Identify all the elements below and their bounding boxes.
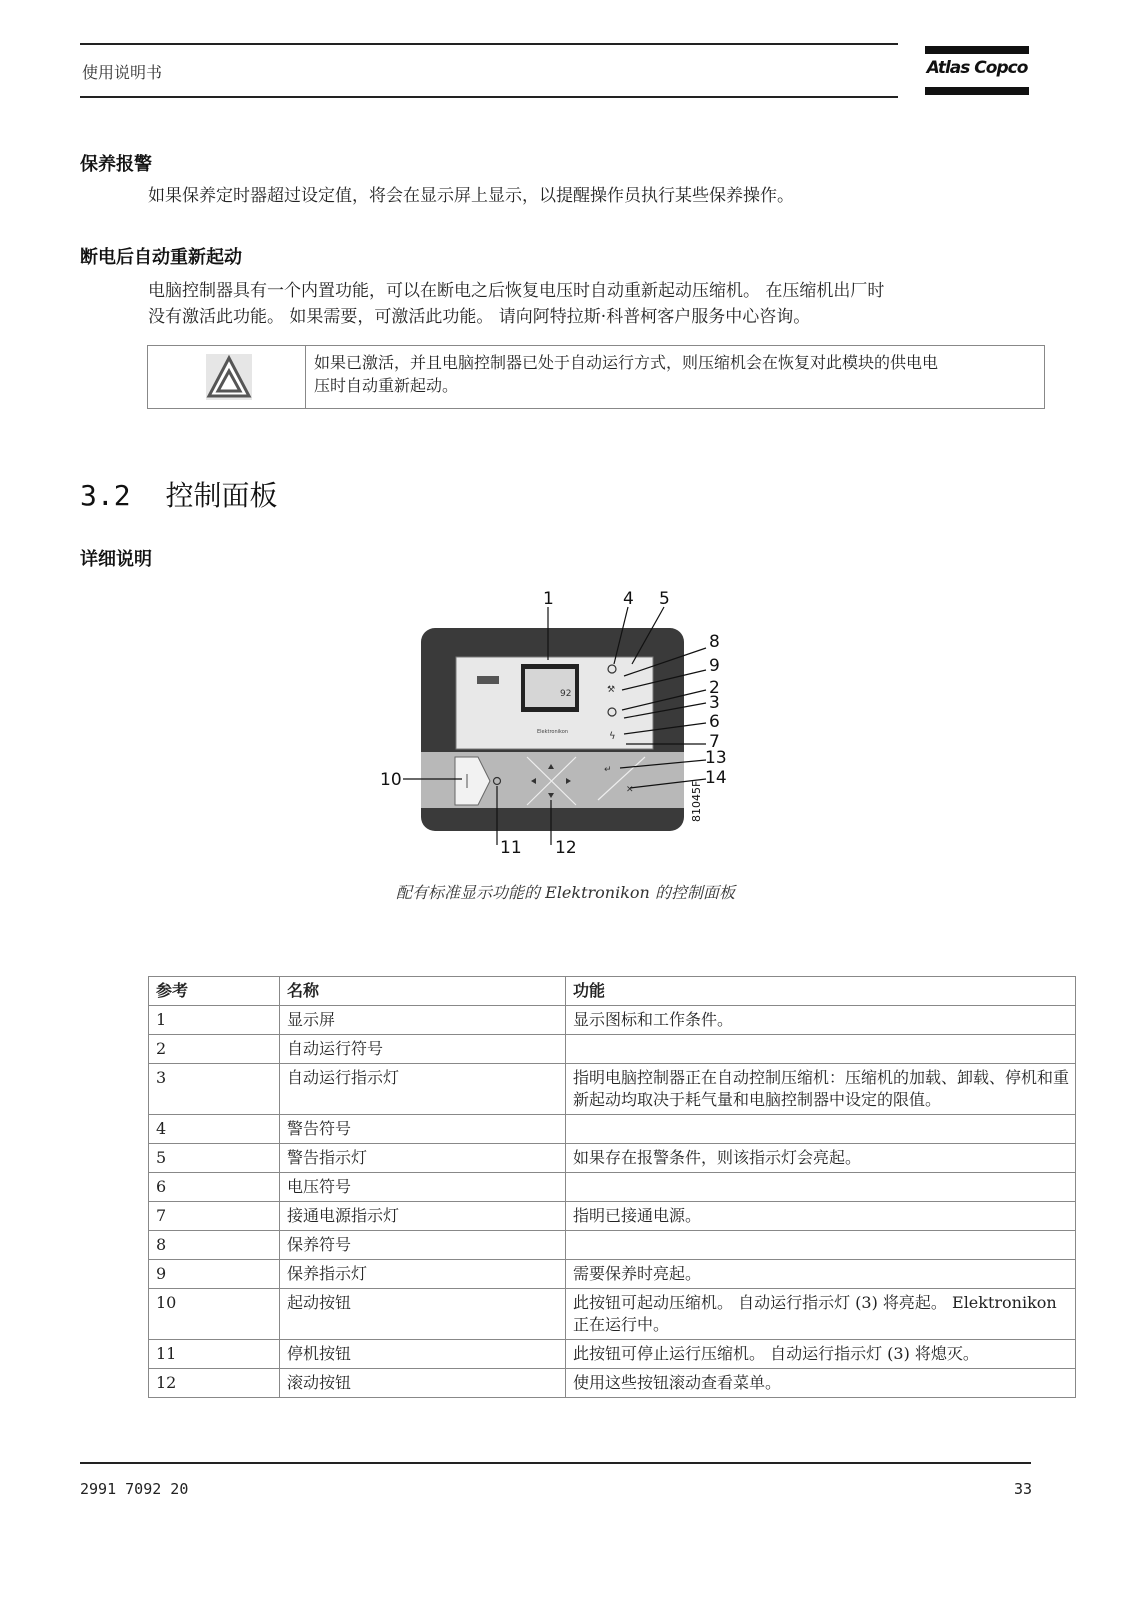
cell-name: 滚动按钮 [280,1369,566,1398]
chapter-title: 控制面板 [165,479,278,512]
warning-text-line1: 如果已激活，并且电脑控制器已处于自动运行方式，则压缩机会在恢复对此模块的供电电 [314,353,939,372]
callout-7: 7 [709,732,720,752]
cell-ref: 6 [149,1173,280,1202]
warning-box [147,345,1045,409]
cell-function: 此按钮可停止运行压缩机。 自动运行指示灯 (3) 将熄灭。 [566,1340,1076,1369]
brand-wordmark: Atlas Copco [926,58,1028,78]
cell-ref: 10 [149,1289,280,1340]
callout-9: 9 [709,656,720,676]
callout-1: 1 [543,589,554,609]
section-heading-auto-restart: 断电后自动重新起动 [80,247,242,268]
figure-caption: 配有标准显示功能的 Elektronikon 的控制面板 [396,883,735,902]
table-row [149,1006,1076,1035]
cell-ref: 12 [149,1369,280,1398]
panel-model-text: Elektronikon [537,729,568,735]
col-header-ref: 参考 [149,977,280,1006]
enter-key: ↵ [604,765,612,775]
warning-triangle-icon [206,354,252,400]
auto-restart-text-line2: 没有激活此功能。 如果需要，可激活此功能。 请向阿特拉斯·科普柯客户服务中心咨询。 [148,307,811,327]
callout-13: 13 [705,748,727,768]
table-row [149,1173,1076,1202]
display-screen [525,669,575,707]
header-title: 使用说明书 [82,63,163,82]
warning-text-line2: 压时自动重新起动。 [314,376,459,395]
callout-3: 3 [709,693,720,713]
header-bottom-rule [80,96,898,98]
cell-name: 自动运行符号 [280,1035,566,1064]
table-row [149,1369,1076,1398]
footer-page-number: 33 [1013,1480,1032,1498]
table-row [149,1231,1076,1260]
callout-11: 11 [500,838,522,858]
cell-name: 保养指示灯 [280,1260,566,1289]
header-top-rule [80,43,898,45]
table-row [149,1289,1076,1340]
callout-6: 6 [709,712,720,732]
cell-ref: 5 [149,1144,280,1173]
cell-function: 如果存在报警条件，则该指示灯会亮起。 [566,1144,1076,1173]
cell-ref: 4 [149,1115,280,1144]
cell-function: 显示图标和工作条件。 [566,1006,1076,1035]
table-row [149,1144,1076,1173]
atlas-copco-logo [925,46,1029,98]
section-heading-maintenance: 保养报警 [80,154,152,175]
figure-code: 81045F [690,780,703,822]
maintenance-symbol: ⚒ [607,685,616,695]
callout-2: 2 [709,678,720,698]
table-row [149,1340,1076,1369]
cell-function: 需要保养时亮起。 [566,1260,1076,1289]
cell-name: 显示屏 [280,1006,566,1035]
cell-name: 警告指示灯 [280,1144,566,1173]
cell-function [566,1173,1076,1202]
cell-ref: 3 [149,1064,280,1115]
chapter-heading [80,474,278,514]
footer-rule [80,1462,1031,1464]
cell-ref: 9 [149,1260,280,1289]
cell-function: 使用这些按钮滚动查看菜单。 [566,1369,1076,1398]
cell-ref: 1 [149,1006,280,1035]
table-row [149,1064,1076,1115]
escape-key: ✕ [626,785,634,795]
cell-function: 此按钮可起动压缩机。 自动运行指示灯 (3) 将亮起。 Elektronikon 正在运行中。 [566,1289,1076,1340]
cell-function: 指明已接通电源。 [566,1202,1076,1231]
table-row [149,1115,1076,1144]
cell-name: 自动运行指示灯 [280,1064,566,1115]
cell-ref: 11 [149,1340,280,1369]
callout-8: 8 [709,632,720,652]
callout-5: 5 [659,589,670,609]
cell-ref: 7 [149,1202,280,1231]
table-row [149,1202,1076,1231]
subheading-details: 详细说明 [80,549,152,570]
cell-function [566,1035,1076,1064]
spec-table [148,976,1076,1398]
panel-logo [477,676,499,684]
table-row [149,1260,1076,1289]
cell-name: 警告符号 [280,1115,566,1144]
cell-function: 指明电脑控制器正在自动控制压缩机：压缩机的加载、卸载、停机和重新起动均取决于耗气量和电脑控制器中设定的限值。 [566,1064,1076,1115]
cell-function [566,1231,1076,1260]
cell-name: 接通电源指示灯 [280,1202,566,1231]
cell-name: 起动按钮 [280,1289,566,1340]
col-header-function: 功能 [566,977,1076,1006]
callout-10: 10 [380,770,402,790]
cell-ref: 2 [149,1035,280,1064]
cell-function [566,1115,1076,1144]
control-panel-figure [370,580,740,865]
cell-name: 电压符号 [280,1173,566,1202]
cell-name: 保养符号 [280,1231,566,1260]
table-header-row [149,977,1076,1006]
callout-14: 14 [705,768,727,788]
table-row [149,1035,1076,1064]
auto-restart-text-line1: 电脑控制器具有一个内置功能，可以在断电之后恢复电压时自动重新起动压缩机。 在压缩机出厂时 [148,281,885,301]
cell-ref: 8 [149,1231,280,1260]
cell-name: 停机按钮 [280,1340,566,1369]
col-header-name: 名称 [280,977,566,1006]
maintenance-text: 如果保养定时器超过设定值，将会在显示屏上显示，以提醒操作员执行某些保养操作。 [148,186,794,206]
callout-12: 12 [555,838,577,858]
voltage-symbol: ϟ [609,731,616,742]
callout-4: 4 [623,589,634,609]
footer-doc-number: 2991 7092 20 [80,1480,189,1498]
display-value: 92 [560,689,572,699]
chapter-number: 3.2 [80,479,131,512]
